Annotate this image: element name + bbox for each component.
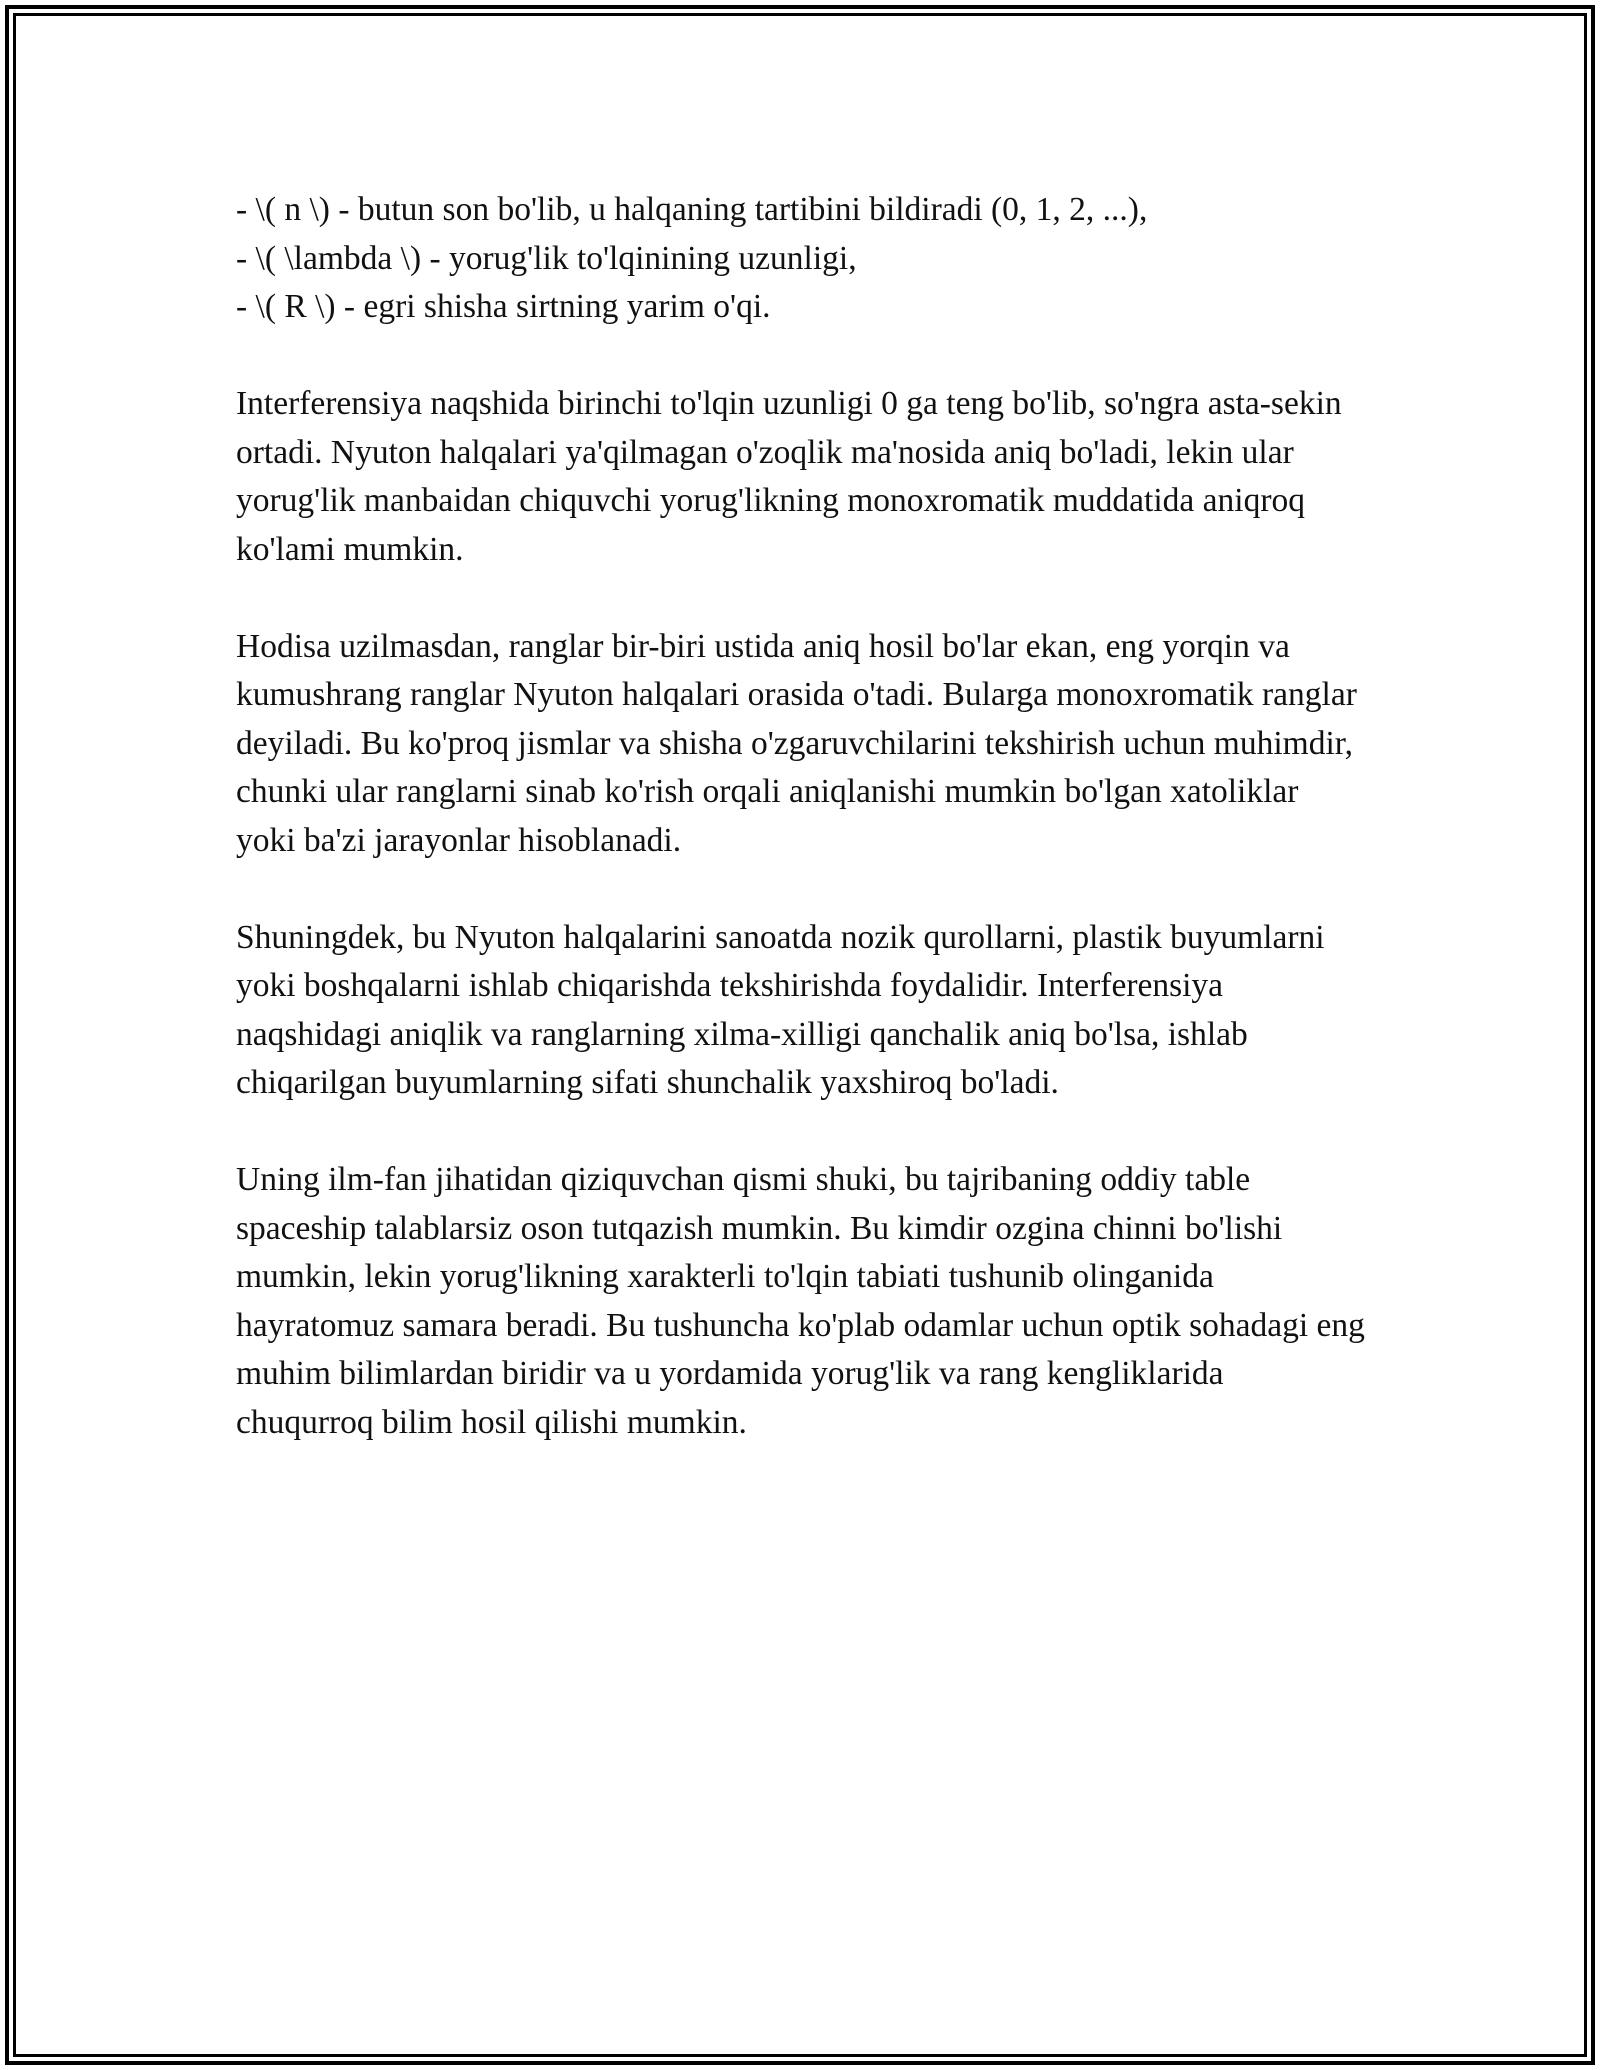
definition-n: - \( n \) - butun son bo'lib, u halqaning tartibini bildiradi (0, 1, 2, ...), xyxy=(236,191,1148,228)
document-body xyxy=(236,186,1366,1447)
definition-r: - \( R \) - egri shisha sirtning yarim o'qi. xyxy=(236,288,771,325)
definition-lambda: - \( \lambda \) - yorug'lik to'lqinining uzunligi, xyxy=(236,239,857,277)
paragraph-monochromatic-colors: Hodisa uzilmasdan, ranglar bir-biri ustida aniq hosil bo'lar ekan, eng yorqin va kumushrang ranglar Nyuton halqalari orasida o'tadi. Bularga monoxromatik ranglar deyiladi. Bu ko'proq jismlar va shisha o'zgaruvchilarini tekshirish uchun muhimdir, chunki ular ranglarni sinab ko'rish orqali aniqlanishi mumkin bo'lgan xatoliklar yoki ba'zi jarayonlar hisoblanadi. xyxy=(236,627,1357,859)
paragraph-industrial-use: Shuningdek, bu Nyuton halqalarini sanoatda nozik qurollarni, plastik buyumlarni yoki boshqalarni ishlab chiqarishda tekshirishda foydalidir. Interferensiya naqshidagi aniqlik va ranglarning xilma-xilligi qanchalik aniq bo'lsa, ishlab chiqarilgan buyumlarning sifati shunchalik yaxshiroq bo'ladi. xyxy=(236,918,1325,1101)
paragraph-interference-pattern: Interferensiya naqshida birinchi to'lqin uzunligi 0 ga teng bo'lib, so'ngra asta-sekin ortadi. Nyuton halqalari ya'qilmagan o'zoqlik ma'nosida aniq bo'ladi, lekin ular yorug'lik manbaidan chiquvchi yorug'likning monoxromatik muddatida aniqroq ko'lami mumkin. xyxy=(236,385,1342,568)
paragraph-scientific-interest: Uning ilm-fan jihatidan qiziquvchan qismi shuki, bu tajribaning oddiy table spaceship talablarsiz oson tutqazish mumkin. Bu kimdir ozgina chinni bo'lishi mumkin, lekin yorug'likning xarakterli to'lqin tabiati tushunib olinganida hayratomuz samara beradi. Bu tushuncha ko'plab odamlar uchun optik sohadagi eng muhim bilimlardan biridir va u yordamida yorug'lik va rang kengliklarida chuqurroq bilim hosil qilishi mumkin. xyxy=(236,1161,1365,1441)
definitions-list xyxy=(236,186,1366,332)
